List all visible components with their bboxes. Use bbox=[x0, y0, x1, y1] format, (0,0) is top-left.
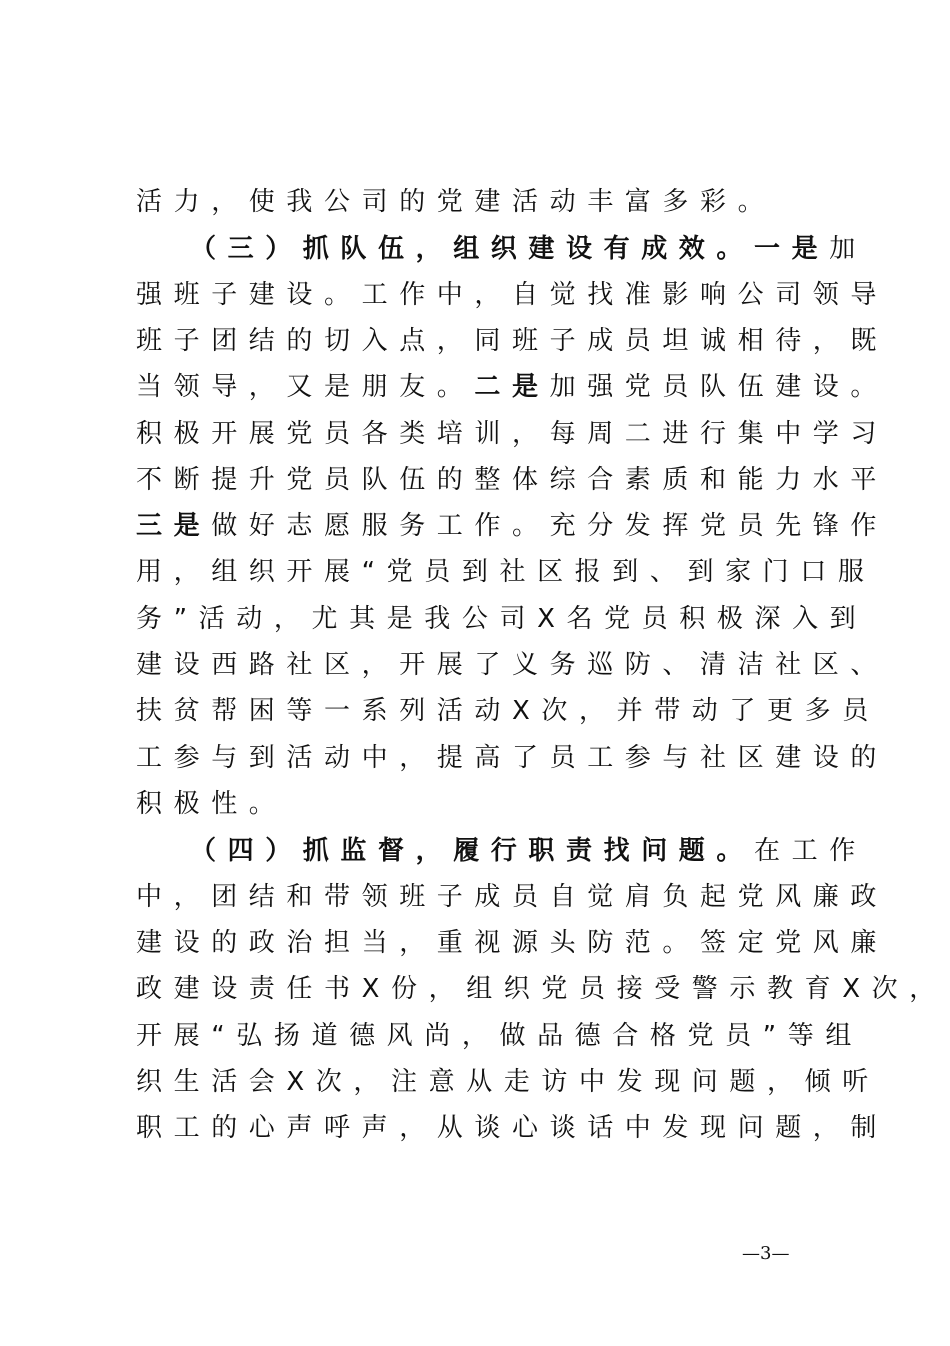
body-text: 工参与到活动中，提高了员工参与社区建设的 bbox=[136, 743, 889, 773]
body-line-13 bbox=[136, 735, 889, 781]
body-text: 职工的心声呼声，从谈心谈话中发现问题，制 bbox=[136, 1113, 889, 1143]
point-marker-first: 一是 bbox=[754, 234, 830, 264]
body-text: 强班子建设。工作中，自觉找准影响公司领导 bbox=[136, 280, 889, 310]
body-text: 做好志愿服务工作。充分发挥党员先锋作 bbox=[211, 511, 889, 541]
body-line-16 bbox=[136, 874, 889, 920]
body-line-1 bbox=[136, 179, 820, 225]
body-text: 班子团结的切入点，同班子成员坦诚相待，既 bbox=[136, 326, 889, 356]
body-text: 开展“弘扬道德风尚，做品德合格党员”等组 bbox=[136, 1021, 863, 1051]
body-line-11 bbox=[136, 642, 889, 688]
body-text: 建设西路社区，开展了义务巡防、清洁社区、 bbox=[136, 650, 889, 680]
body-line-8 bbox=[136, 503, 889, 549]
body-line-21 bbox=[136, 1105, 889, 1151]
body-line-3 bbox=[136, 272, 889, 318]
body-line-17 bbox=[136, 920, 889, 966]
section-heading-3: （三）抓队伍，组织建设有成效。 bbox=[190, 234, 755, 264]
body-line-9 bbox=[136, 549, 876, 595]
body-line-6 bbox=[136, 411, 889, 457]
body-text: 政建设责任书X份，组织党员接受警示教育X次， bbox=[136, 974, 947, 1004]
body-text: 建设的政治担当，重视源头防范。签定党风廉 bbox=[136, 928, 889, 958]
point-marker-third: 三是 bbox=[136, 511, 212, 541]
body-line-19 bbox=[136, 1013, 863, 1059]
section-heading-3-line bbox=[190, 226, 867, 272]
body-text: 务”活动，尤其是我公司X名党员积极深入到 bbox=[136, 604, 868, 634]
section-heading-4: （四）抓监督，履行职责找问题。 bbox=[190, 836, 755, 866]
body-text: 当领导，又是朋友。 bbox=[136, 372, 475, 402]
body-line-5 bbox=[136, 364, 889, 410]
body-text: 活力，使我公司的党建活动丰富多彩。 bbox=[136, 187, 776, 217]
body-line-7 bbox=[136, 457, 889, 503]
body-text: 用，组织开展“党员到社区报到、到家门口服 bbox=[136, 557, 876, 587]
body-text: 在工作 bbox=[754, 836, 867, 866]
body-text: 中，团结和带领班子成员自觉肩负起党风廉政 bbox=[136, 882, 889, 912]
body-text: 不断提升党员队伍的整体综合素质和能力水平 bbox=[136, 465, 889, 495]
page-number: —3— bbox=[742, 1243, 790, 1264]
body-line-4 bbox=[136, 318, 889, 364]
body-text: 加 bbox=[829, 234, 867, 264]
body-text: 积极性。 bbox=[136, 789, 287, 819]
body-line-20 bbox=[136, 1059, 880, 1105]
body-line-18 bbox=[136, 966, 947, 1012]
body-line-14 bbox=[136, 781, 820, 827]
body-line-12 bbox=[136, 688, 880, 734]
section-heading-4-line bbox=[190, 828, 867, 874]
body-text: 织生活会X次，注意从走访中发现问题，倾听 bbox=[136, 1067, 880, 1097]
body-text: 扶贫帮困等一系列活动X次，并带动了更多员 bbox=[136, 696, 880, 726]
body-text: 加强党员队伍建设。 bbox=[549, 372, 889, 402]
body-line-10 bbox=[136, 596, 868, 642]
point-marker-second: 二是 bbox=[474, 372, 550, 402]
body-text: 积极开展党员各类培训，每周二进行集中学习 bbox=[136, 419, 889, 449]
